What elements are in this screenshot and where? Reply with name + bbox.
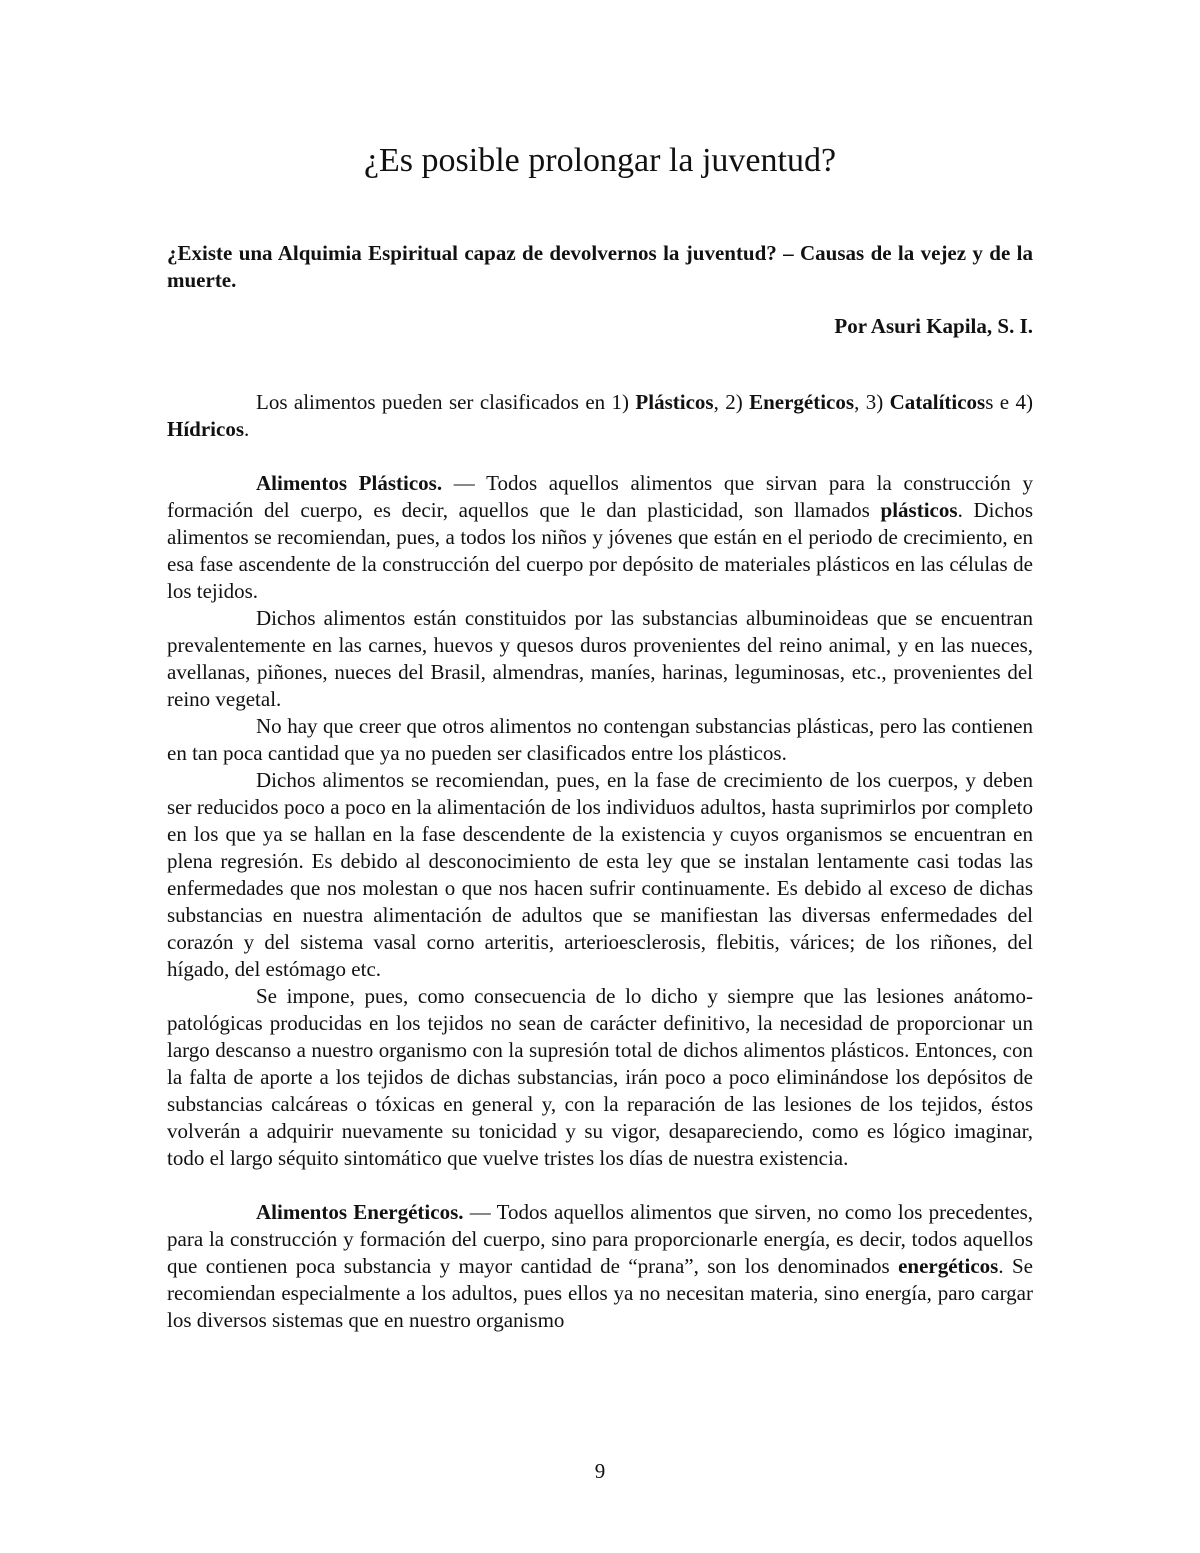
plasticos-p1-text: — Todos aquellos alimentos que sirvan para la construcción y formación del cuerpo, es decir, aquellos que le dan plasticidad, son llamados bbox=[167, 471, 1033, 522]
term-hidricos: Hídricos bbox=[167, 417, 244, 441]
energeticos-p1-text: — Todos aquellos alimentos que sirven, no como los precedentes, para la construcción y formación del cuerpo, sino para proporcionarle energía, es decir, todos aquellos que contienen poca substancia y mayor cantidad de “prana”, son los denominados bbox=[167, 1200, 1033, 1278]
intro-text-2: , 2) bbox=[713, 390, 750, 414]
page-title: ¿Es posible prolongar la juventud? bbox=[363, 142, 837, 179]
plasticos-p1-bold: plásticos bbox=[880, 498, 958, 522]
term-plasticos: Plásticos bbox=[635, 390, 714, 414]
energeticos-p1-bold: energéticos bbox=[898, 1254, 999, 1278]
term-energeticos: Energéticos bbox=[749, 390, 855, 414]
plasticos-paragraph-3: No hay que creer que otros alimentos no contengan substancias plásticas, pero las contienen en tan poca cantidad que ya no pueden ser clasificados entre los plásticos. bbox=[167, 714, 1033, 765]
intro-text-1: Los alimentos pueden ser clasificados en 1) bbox=[256, 390, 636, 414]
intro-text-3: , 3) bbox=[854, 390, 890, 414]
intro-text-5: . bbox=[244, 417, 250, 441]
plasticos-paragraph-5: Se impone, pues, como consecuencia de lo dicho y siempre que las lesiones anátomo-patológicas producidas en los tejidos no sean de carácter definitivo, la necesidad de proporcionar un largo descanso a nuestro organismo con la supresión total de dichos alimentos plásticos. Entonces, con la falta de aporte a los tejidos de dichas substancias, irán poco a poco eliminándose los depósitos de substancias calcáreas o tóxicas en general y, con la reparación de las lesiones de los tejidos, éstos volverán a adquirir nuevamente su tonicidad y su vigor, desapareciendo, como es lógico imaginar, todo el largo séquito sintomático que vuelve tristes los días de nuestra existencia. bbox=[167, 984, 1033, 1170]
author-line: Por Asuri Kapila, S. I. bbox=[834, 314, 1033, 338]
term-cataliticos: Catalíticos bbox=[889, 390, 986, 414]
plasticos-paragraph-4: Dichos alimentos se recomiendan, pues, en la fase de crecimiento de los cuerpos, y deben ser reducidos poco a poco en la alimentación de los individuos adultos, hasta suprimirlos por completo en los que ya se hallan en la fase descendente de la existencia y cuyos organismos se encuentran en plena regresión. Es debido al desconocimiento de esta ley que se instalan lentamente casi todas las enfermedades que nos molestan o que nos hacen sufrir continuamente. Es debido al exceso de dichas substancias en nuestra alimentación de adultos que se manifiestan las diversas enfermedades del corazón y del sistema vasal corno arteritis, arterioesclerosis, flebitis, várices; de los riñones, del hígado, del estómago etc. bbox=[167, 768, 1033, 981]
intro-paragraph bbox=[167, 389, 1033, 443]
energeticos-heading: Alimentos Energéticos. bbox=[256, 1200, 464, 1224]
intro-text-4: s e 4) bbox=[985, 390, 1033, 414]
subtitle: ¿Existe una Alquimia Espiritual capaz de devolvernos la juventud? – Causas de la vejez y de la muerte. bbox=[167, 241, 1033, 292]
energeticos-p1-rest: . Se recomiendan especialmente a los adultos, pues ellos ya no necesitan materia, sino energía, paro cargar los diversos sistemas que en nuestro organismo bbox=[167, 1254, 1034, 1332]
energeticos-paragraph-1 bbox=[167, 1199, 1033, 1334]
plasticos-paragraph-1 bbox=[167, 470, 1033, 605]
plasticos-p1-rest: . Dichos alimentos se recomiendan, pues, a todos los niños y jóvenes que están en el periodo de crecimiento, en esa fase ascendente de la construcción del cuerpo por depósito de materiales plásticos en las células de los tejidos. bbox=[167, 498, 1034, 603]
article-body bbox=[167, 389, 1033, 1334]
page-number: 9 bbox=[594, 1459, 606, 1483]
plasticos-paragraph-2: Dichos alimentos están constituidos por las substancias albuminoideas que se encuentran prevalentemente en las carnes, huevos y quesos duros provenientes del reino animal, y en las nueces, avellanas, piñones, nueces del Brasil, almendras, maníes, harinas, leguminosas, etc., provenientes del reino vegetal. bbox=[167, 606, 1033, 711]
plasticos-heading: Alimentos Plásticos. bbox=[256, 471, 443, 495]
